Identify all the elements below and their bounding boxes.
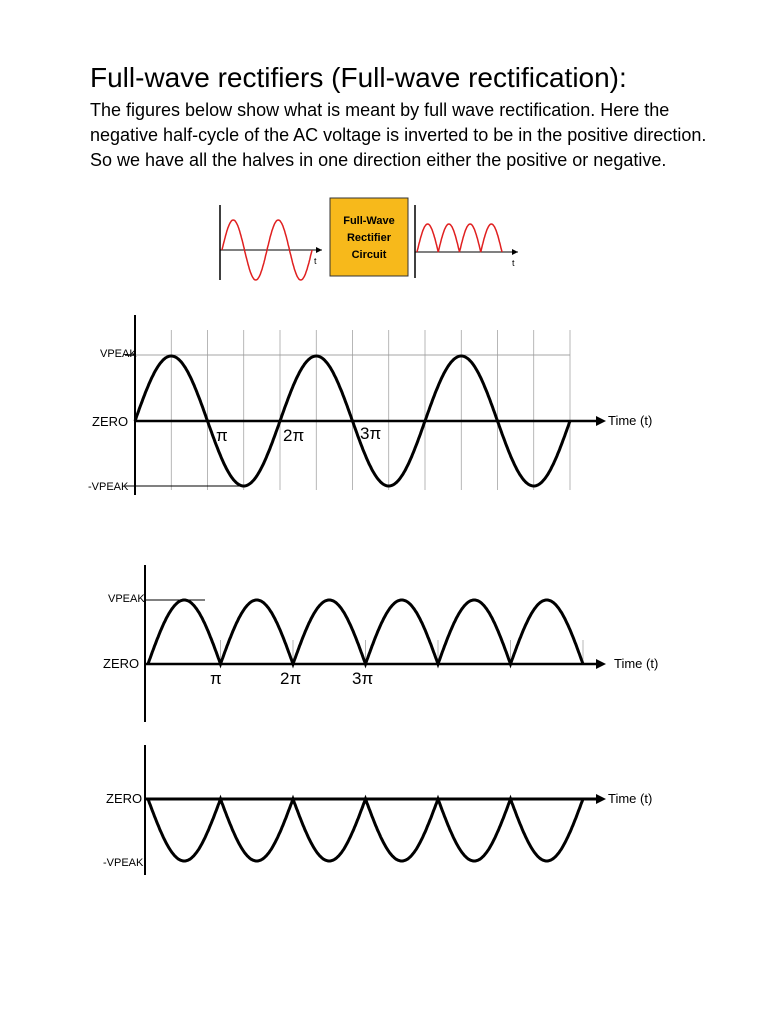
box-line-1: Full-Wave — [343, 215, 395, 227]
intro-paragraph: The figures below show what is meant by full wave rectification. Here the negative half-cycle of the AC voltage is inverted to be in the positive direction. So we have all the halves in one direction either the positive or negative. — [90, 100, 707, 170]
chart2-xlabel: Time (t) — [614, 656, 659, 671]
chart1-ylabel-zero: ZERO — [92, 414, 129, 429]
chart2-tick-2pi: 2π — [280, 669, 302, 688]
chart1-tick-pi: π — [216, 426, 228, 445]
box-line-2: Rectifier — [346, 232, 392, 244]
chart1-tick-3pi: 3π — [360, 424, 382, 443]
chart3-x-arrow — [596, 794, 606, 804]
chart2-tick-3pi: 3π — [352, 669, 374, 688]
chart3-xlabel: Time (t) — [608, 791, 653, 806]
box-line-3: Circuit — [351, 249, 387, 261]
chart2-ylabel-zero: ZERO — [103, 656, 140, 671]
chart2-tick-pi: π — [210, 669, 222, 688]
chart2-ylabel-vpeak: VPEAK — [108, 593, 145, 605]
input-t-label: t — [314, 256, 317, 266]
chart1-ylabel-neg-vpeak: -VPEAK — [88, 481, 129, 493]
chart3-ylabel-neg-vpeak: -VPEAK — [103, 857, 144, 869]
page-title: Full-wave rectifiers (Full-wave rectification): — [90, 62, 627, 93]
chart3-ylabel-zero: ZERO — [106, 791, 143, 806]
chart3-rectified-wave — [148, 799, 583, 861]
output-t-label: t — [512, 258, 515, 268]
chart1-ylabel-vpeak: VPEAK — [100, 348, 137, 360]
chart1-tick-2pi: 2π — [283, 426, 305, 445]
chart1-xlabel: Time (t) — [608, 413, 653, 428]
